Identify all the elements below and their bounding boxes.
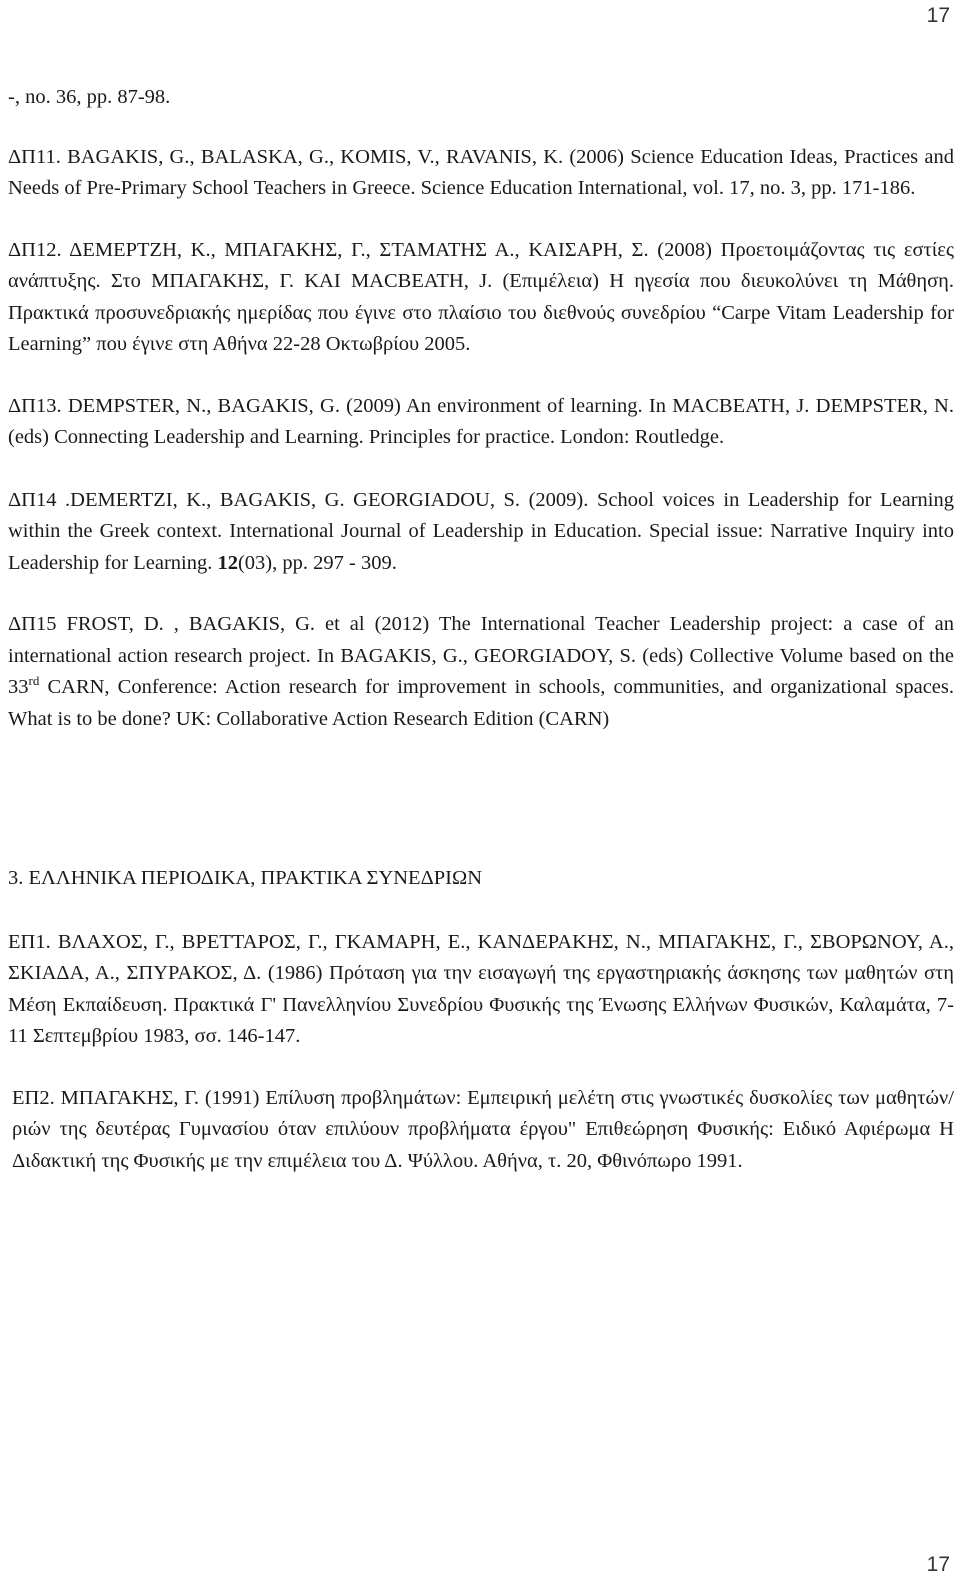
reference-ep2: ΕΠ2. ΜΠΑΓΑΚΗΣ, Γ. (1991) Επίλυση προβλημάτων: Εμπειρική μελέτη στις γνωστικές δυσκολίες των μαθητών/ριών της δευτέρας Γυμνασίου όταν επιλύουν προβλήματα έργου" Επιθεώρηση Φυσικής: Ειδικό Αφιέρωμα Η Διδακτική της Φυσικής με την επιμέλεια του Δ. Ψύλλου. Αθήνα, τ. 20, Φθινόπωρο 1991.: [12, 1086, 954, 1172]
reference-dp15-part2: CARN, Conference: Action research for improvement in schools, communities, and organizational spaces. What is to be done? UK: Collaborative Action Research Edition (CARN): [8, 676, 954, 730]
reference-dp14-end: (03), pp. 297 - 309.: [237, 551, 397, 574]
reference-fragment: -, no. 36, pp. 87-98.: [8, 86, 171, 108]
reference-dp15-part1: ΔΠ15 FROST, D. , BAGAKIS, G. et al (2012) The International Teacher Leadership project: a case of an international action research project. In BAGAKIS, G., GEORGIADOY, S. (eds) Collective Volume based on the 33: [8, 613, 954, 698]
page-number-bottom: 17: [926, 1553, 950, 1576]
page-number-top: 17: [926, 4, 950, 27]
reference-dp11: ΔΠ11. BAGAKIS, G., BALASKA, G., KOMIS, V., RAVANIS, K. (2006) Science Education Ideas, Practices and Needs of Pre-Primary School Teachers in Greece. Science Education International, vol. 17, no. 3, pp. 171-186.: [8, 145, 954, 199]
reference-dp14-main: ΔΠ14 .DEMERTZI, K., BAGAKIS, G. GEORGIADOU, S. (2009). School voices in Leadership for Learning within the Greek context. International Journal of Leadership in Education. Special issue: Narrative Inquiry into Leadership for Learning.: [8, 488, 954, 574]
reference-dp14-volume: 12: [217, 551, 238, 574]
reference-dp12: ΔΠ12. ΔΕΜΕΡΤΖΗ, Κ., ΜΠΑΓΑΚΗΣ, Γ., ΣΤΑΜΑΤΗΣ Α., ΚΑΙΣΑΡΗ, Σ. (2008) Προετοιμάζοντας τις εστίες ανάπτυξης. Στο ΜΠΑΓΑΚΗΣ, Γ. ΚΑΙ MACBEATH, J. (Επιμέλεια) Η ηγεσία που διευκολύνει τη Μάθηση. Πρακτικά προσυνεδριακής ημερίδας που έγινε στο πλαίσιο του διεθνούς συνεδρίου “Carpe Vitam Leadership for Learning” που έγινε στη Αθήνα 22-28 Οκτωβρίου 2005.: [8, 238, 954, 355]
reference-dp15-superscript: rd: [28, 673, 40, 688]
reference-dp14: [8, 485, 954, 580]
document-body: [8, 82, 954, 1177]
reference-ep1: ΕΠ1. ΒΛΑΧΟΣ, Γ., ΒΡΕΤΤΑΡΟΣ, Γ., ΓΚΑΜΑΡΗ, Ε., ΚΑΝΔΕΡΑΚΗΣ, Ν., ΜΠΑΓΑΚΗΣ, Γ., ΣΒΟΡΩΝΟΥ, Α., ΣΚΙΑΔΑ, Α., ΣΠΥΡΑΚΟΣ, Δ. (1986) Πρόταση για την εισαγωγή της εργαστηριακής άσκησης των μαθητών στη Μέση Εκπαίδευση. Πρακτικά Γ' Πανελληνίου Συνεδρίου Φυσικής της Ένωσης Ελλήνων Φυσικών, Καλαμάτα, 7-11 Σεπτεμβρίου 1983, σσ. 146-147.: [8, 930, 954, 1047]
reference-dp15: [8, 609, 954, 735]
reference-dp13: ΔΠ13. DEMPSTER, N., BAGAKIS, G. (2009) An environment of learning. In MACBEATH, J. DEMPSTER, N. (eds) Connecting Leadership and Learning. Principles for practice. London: Routledge.: [8, 394, 954, 448]
section-heading: 3. ΕΛΛΗΝΙΚΑ ΠΕΡΙΟΔΙΚΑ, ΠΡΑΚΤΙΚΑ ΣΥΝΕΔΡΙΩΝ: [8, 867, 483, 889]
